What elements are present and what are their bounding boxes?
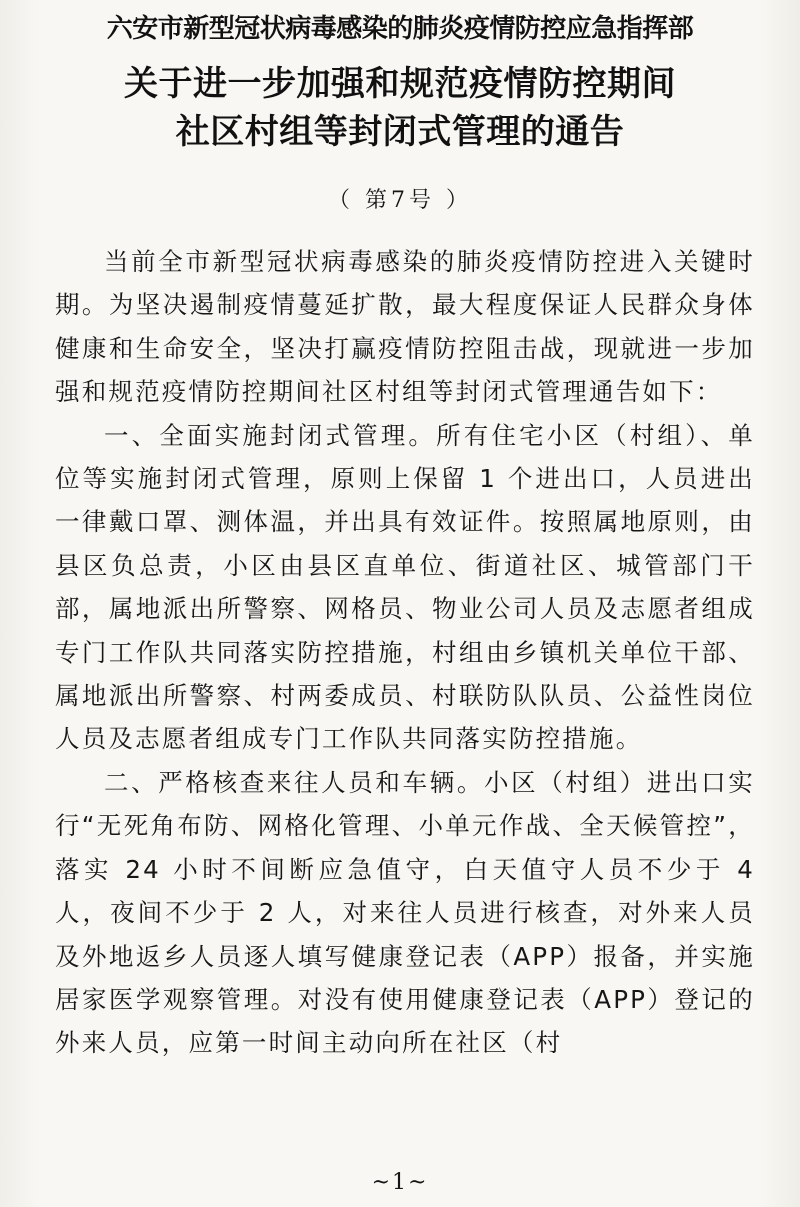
intro-paragraph: 当前全市新型冠状病毒感染的肺炎疫情防控进入关键时期。为坚决遏制疫情蔓延扩散，最大程度保证人民群众身体健康和生命安全，坚决打赢疫情防控阻击战，现就进一步加强和规范疫情防控期间社区村组等封闭式管理通告如下：: [55, 247, 755, 407]
section-2-paragraph: 二、严格核查来往人员和车辆。小区（村组）进出口实行“无死角布防、网格化管理、小单元作战、全天候管控”，落实 24 小时不间断应急值守，白天值守人员不少于 4 人，夜间不少于 2 人，对来往人员进行核查，对外来人员及外地返乡人员逐人填写健康登记表（APP）报备，并实施居家医学观察管理。对没有使用健康登记表（APP）登记的外来人员，应第一时间主动向所在社区（村: [55, 767, 755, 1058]
issuer-title: 六安市新型冠状病毒感染的肺炎疫情防控应急指挥部: [106, 14, 694, 44]
notice-number: （ 第7号 ）: [328, 188, 472, 213]
section-1-paragraph: 一、全面实施封闭式管理。所有住宅小区（村组）、单位等实施封闭式管理，原则上保留 1 个进出口，人员进出一律戴口罩、测体温，并出具有效证件。按照属地原则，由县区负总责，小区由县区直单位、街道社区、城管部门干部，属地派出所警察、网格员、物业公司人员及志愿者组成专门工作队共同落实防控措施，村组由乡镇机关单位干部、属地派出所警察、村两委成员、村联防队队员、公益性岗位人员及志愿者组成专门工作队共同落实防控措施。: [55, 420, 755, 754]
page-number: ~1~: [371, 1170, 429, 1195]
notice-title-line-1: 关于进一步加强和规范疫情防控期间: [124, 64, 676, 104]
notice-title-line-2: 社区村组等封闭式管理的通告: [175, 112, 625, 152]
document-body: [55, 240, 755, 1065]
